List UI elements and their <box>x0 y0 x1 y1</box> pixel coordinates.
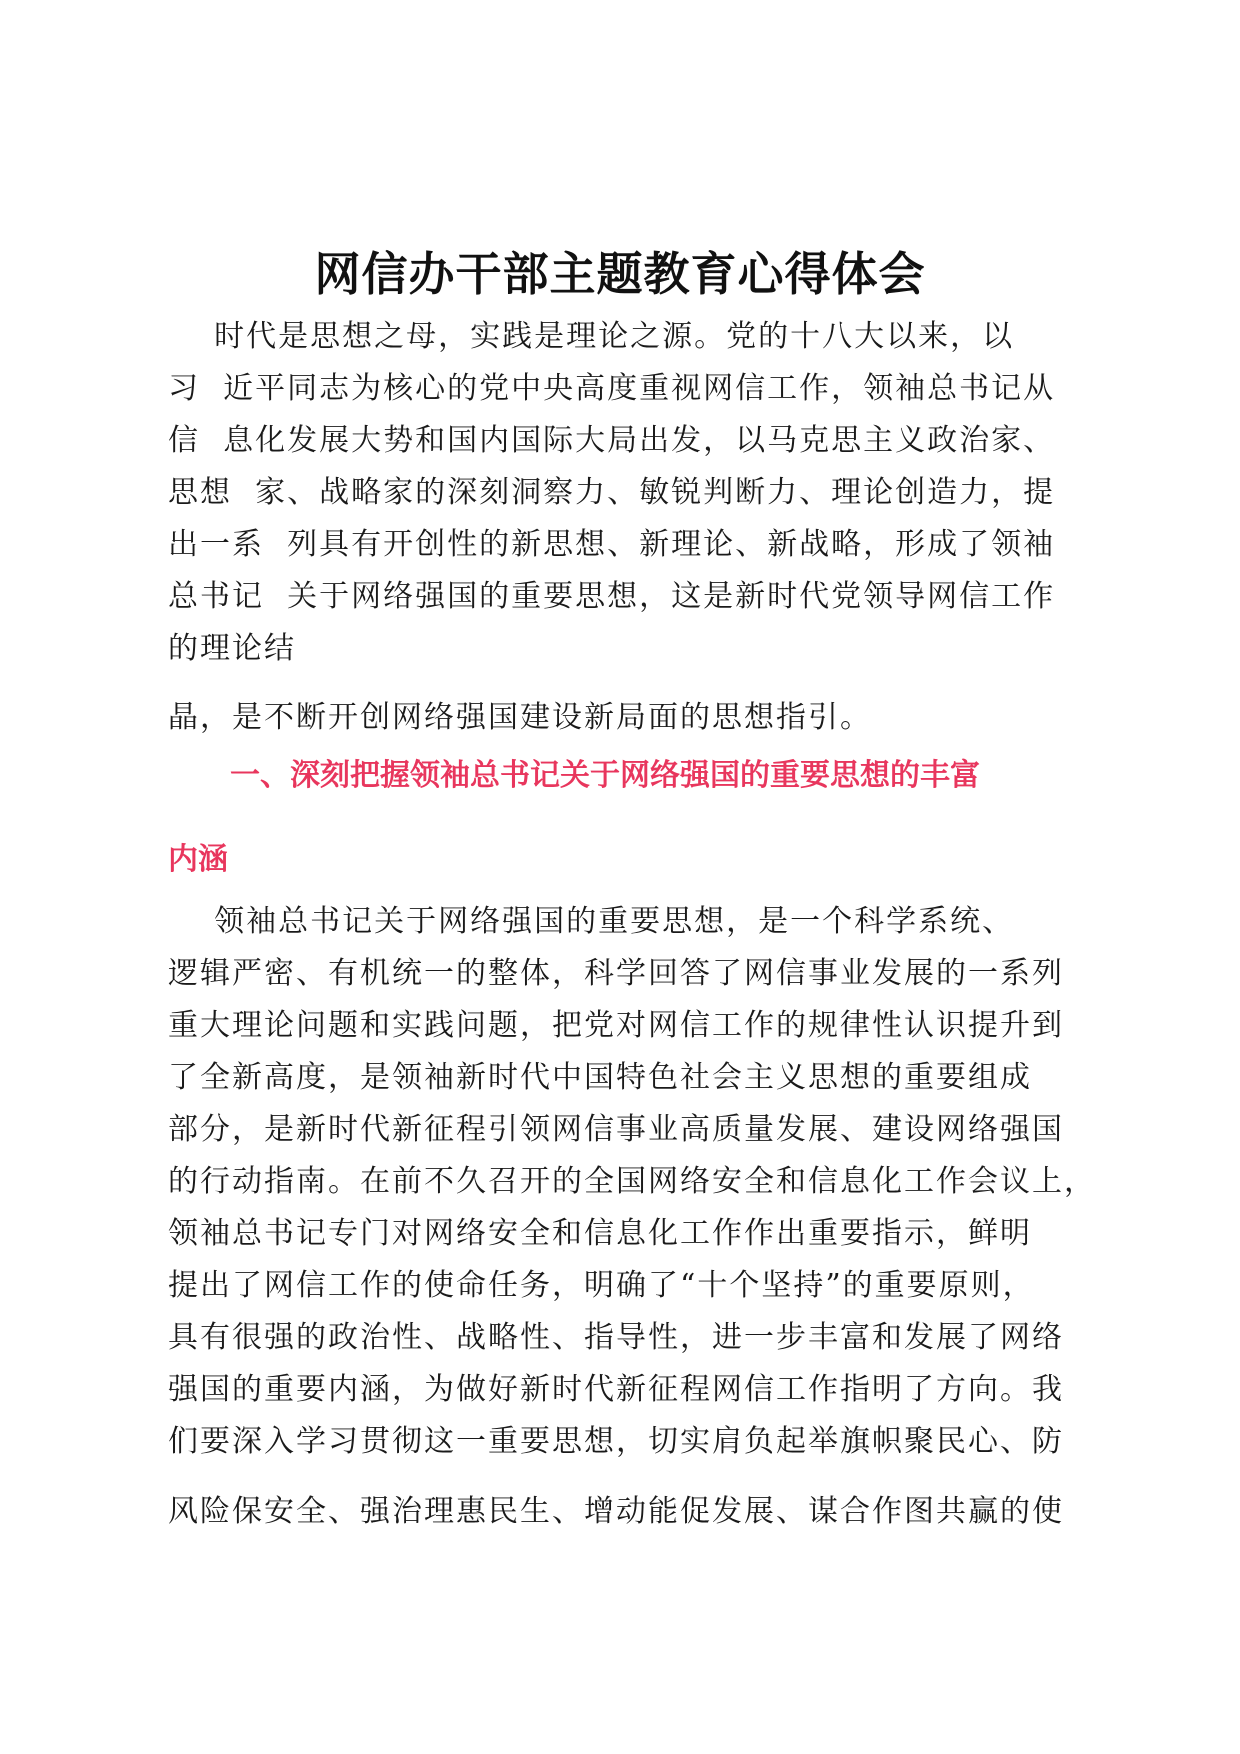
paragraph-line: 的行动指南。在前不久召开的全国网络安全和信息化工作会议上， <box>168 1164 1096 1199</box>
paragraph-line: 出一系 列具有开创性的新思想、新理论、新战略，形成了领袖 <box>168 527 1056 562</box>
paragraph-line: 提出了网信工作的使命任务，明确了“十个坚持”的重要原则， <box>168 1268 1035 1303</box>
paragraph-line: 领袖总书记关于网络强国的重要思想，是一个科学系统、 <box>168 904 1015 939</box>
paragraph-line: 强国的重要内涵，为做好新时代新征程网信工作指明了方向。我 <box>168 1372 1064 1407</box>
section-heading-continued: 内涵 <box>168 842 228 877</box>
paragraph-line: 了全新高度，是领袖新时代中国特色社会主义思想的重要组成 <box>168 1060 1032 1095</box>
paragraph-line: 时代是思想之母，实践是理论之源。党的十八大以来，以 <box>168 319 1015 354</box>
paragraph-line: 逻辑严密、有机统一的整体，科学回答了网信事业发展的一系列 <box>168 956 1064 991</box>
paragraph-line: 总书记 关于网络强国的重要思想，这是新时代党领导网信工作 <box>168 579 1056 614</box>
paragraph-line: 的理论结 <box>168 631 296 666</box>
section-heading: 一、深刻把握领袖总书记关于网络强国的重要思想的丰富 <box>230 758 980 793</box>
paragraph-line: 思想 家、战略家的深刻洞察力、敏锐判断力、理论创造力，提 <box>168 475 1056 510</box>
paragraph-line: 晶，是不断开创网络强国建设新局面的思想指引。 <box>168 700 872 735</box>
paragraph-line: 信 息化发展大势和国内国际大局出发，以马克思主义政治家、 <box>168 423 1056 458</box>
paragraph-line: 重大理论问题和实践问题，把党对网信工作的规律性认识提升到 <box>168 1008 1064 1043</box>
document-title: 网信办干部主题教育心得体会 <box>314 247 926 301</box>
paragraph-line: 领袖总书记专门对网络安全和信息化工作作出重要指示，鲜明 <box>168 1216 1032 1251</box>
paragraph-line: 风险保安全、强治理惠民生、增动能促发展、谋合作图共赢的使 <box>168 1494 1064 1529</box>
paragraph-line: 习 近平同志为核心的党中央高度重视网信工作，领袖总书记从 <box>168 371 1056 406</box>
paragraph-line: 具有很强的政治性、战略性、指导性，进一步丰富和发展了网络 <box>168 1320 1064 1355</box>
paragraph-line: 们要深入学习贯彻这一重要思想，切实肩负起举旗帜聚民心、防 <box>168 1424 1064 1459</box>
paragraph-line: 部分，是新时代新征程引领网信事业高质量发展、建设网络强国 <box>168 1112 1064 1147</box>
